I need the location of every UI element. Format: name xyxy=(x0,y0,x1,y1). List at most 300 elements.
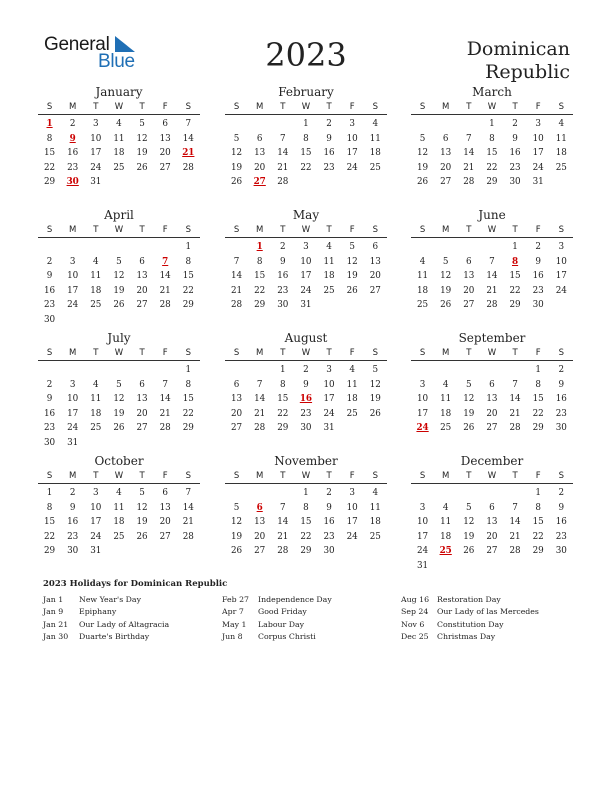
day-cell: 29 xyxy=(486,177,498,187)
day-cell: 12 xyxy=(136,133,148,144)
day-cell: 19 xyxy=(113,408,125,419)
day-cell: 8 xyxy=(303,502,309,513)
week-row xyxy=(411,544,573,559)
day-cell: 12 xyxy=(369,379,381,390)
day-cell: 1 xyxy=(512,242,518,252)
day-cell: 21 xyxy=(463,162,475,173)
weeks xyxy=(38,115,200,190)
day-cell xyxy=(177,313,200,328)
weekday-label: M xyxy=(69,471,77,481)
day-cell: 21 xyxy=(509,408,521,419)
day-cell: 25 xyxy=(323,285,335,296)
day-cell: 23 xyxy=(323,162,335,173)
month-july xyxy=(38,331,200,450)
day-cell: 25 xyxy=(416,300,429,310)
day-cell: 26 xyxy=(416,177,429,187)
week-row xyxy=(411,240,573,255)
day-cell: 31 xyxy=(67,437,79,448)
day-cell: 3 xyxy=(419,379,426,390)
week-row xyxy=(225,284,387,299)
holiday-day-cell: 1 xyxy=(256,242,263,252)
week-row xyxy=(38,378,200,393)
weekday-header xyxy=(38,346,200,361)
day-cell: 7 xyxy=(185,488,192,498)
day-cell: 2 xyxy=(326,119,332,129)
day-cell xyxy=(550,559,573,574)
weekday-label: S xyxy=(419,102,426,112)
week-row xyxy=(411,175,573,190)
day-cell xyxy=(411,486,434,501)
day-cell: 26 xyxy=(230,177,243,187)
holidays-title: 2023 Holidays for Dominican Republic xyxy=(43,579,228,589)
day-cell xyxy=(480,240,503,255)
week-row xyxy=(411,132,573,147)
weekday-label: T xyxy=(466,225,472,235)
day-cell: 26 xyxy=(136,162,148,173)
day-cell: 5 xyxy=(442,256,449,267)
weekday-label: T xyxy=(512,348,518,358)
day-cell xyxy=(341,175,364,190)
day-cell: 19 xyxy=(416,162,429,173)
day-cell: 22 xyxy=(300,162,312,173)
holiday-date: Nov 6 xyxy=(401,619,425,629)
day-cell: 1 xyxy=(535,488,541,498)
day-cell: 30 xyxy=(300,423,312,433)
day-cell: 25 xyxy=(90,423,102,433)
day-cell: 27 xyxy=(486,423,498,433)
holiday-item xyxy=(222,631,398,643)
day-cell: 2 xyxy=(512,119,518,129)
weekday-label: M xyxy=(256,471,264,481)
week-row xyxy=(38,515,200,530)
weekday-label: S xyxy=(185,102,192,112)
holiday-name: Labour Day xyxy=(258,619,305,629)
day-cell xyxy=(84,436,107,451)
weekday-label: S xyxy=(558,225,565,235)
day-cell: 17 xyxy=(416,531,429,542)
weekday-label: W xyxy=(114,225,124,235)
day-cell: 23 xyxy=(300,408,312,419)
day-cell: 25 xyxy=(90,300,102,310)
day-cell: 10 xyxy=(67,271,79,281)
day-cell: 4 xyxy=(372,488,379,498)
day-cell: 23 xyxy=(555,408,567,419)
month-title: January xyxy=(95,85,143,99)
day-cell: 17 xyxy=(90,517,102,527)
holiday-date: May 1 xyxy=(222,619,247,629)
week-row xyxy=(411,501,573,516)
day-cell: 24 xyxy=(300,285,312,296)
day-cell: 3 xyxy=(93,488,99,498)
day-cell: 28 xyxy=(182,162,194,173)
day-cell: 22 xyxy=(43,162,56,173)
day-cell: 3 xyxy=(93,119,99,129)
day-cell: 25 xyxy=(369,162,381,173)
day-cell: 29 xyxy=(532,546,544,556)
month-august xyxy=(225,331,387,436)
day-cell: 28 xyxy=(182,531,194,542)
day-cell: 8 xyxy=(46,133,53,144)
day-cell: 17 xyxy=(532,148,544,158)
day-cell: 9 xyxy=(303,379,309,390)
day-cell: 30 xyxy=(323,546,335,556)
day-cell: 20 xyxy=(136,285,148,296)
day-cell xyxy=(457,363,480,378)
day-cell: 19 xyxy=(463,531,475,542)
day-cell: 6 xyxy=(372,242,379,252)
day-cell xyxy=(248,486,271,501)
day-cell xyxy=(411,363,434,378)
day-cell xyxy=(154,240,177,255)
day-cell: 1 xyxy=(185,365,192,375)
weekday-label: T xyxy=(280,225,286,235)
day-cell xyxy=(225,363,248,378)
weekday-label: S xyxy=(46,471,53,481)
month-title: December xyxy=(460,454,524,468)
day-cell: 2 xyxy=(46,256,53,267)
month-title: August xyxy=(284,331,328,345)
day-cell: 28 xyxy=(463,177,475,187)
day-cell: 13 xyxy=(136,271,148,281)
weekday-label: F xyxy=(162,225,168,235)
weekday-label: M xyxy=(256,102,264,112)
holiday-name: Restoration Day xyxy=(437,595,501,604)
day-cell xyxy=(177,436,200,451)
day-cell: 21 xyxy=(159,408,171,419)
holiday-date: Jan 21 xyxy=(43,619,69,629)
day-cell: 3 xyxy=(326,365,332,375)
day-cell xyxy=(154,436,177,451)
week-row xyxy=(225,132,387,147)
day-cell: 15 xyxy=(509,271,521,281)
day-cell: 2 xyxy=(535,242,541,252)
day-cell: 7 xyxy=(280,133,286,144)
day-cell: 20 xyxy=(369,271,381,281)
day-cell xyxy=(480,486,503,501)
day-cell: 2 xyxy=(303,365,309,375)
weekday-label: F xyxy=(349,225,355,235)
holiday-name: Corpus Christi xyxy=(258,631,316,641)
month-november xyxy=(225,454,387,559)
weekday-label: T xyxy=(93,225,99,235)
day-cell: 21 xyxy=(159,285,171,296)
day-cell xyxy=(131,313,154,328)
day-cell xyxy=(457,486,480,501)
holiday-item xyxy=(401,631,577,643)
weekday-label: W xyxy=(487,225,497,235)
day-cell: 10 xyxy=(416,394,429,404)
day-cell: 24 xyxy=(532,162,544,173)
day-cell: 10 xyxy=(555,256,567,267)
week-row xyxy=(411,284,573,299)
day-cell: 29 xyxy=(43,546,56,556)
weekday-label: T xyxy=(139,102,145,112)
day-cell: 28 xyxy=(277,546,289,556)
day-cell: 18 xyxy=(323,271,335,281)
day-cell xyxy=(131,436,154,451)
day-cell: 17 xyxy=(67,285,79,296)
weekday-label: F xyxy=(535,471,541,481)
weekday-label: S xyxy=(46,102,53,112)
day-cell: 27 xyxy=(254,546,266,556)
holiday-day-cell: 21 xyxy=(182,148,195,158)
day-cell xyxy=(248,363,271,378)
day-cell: 20 xyxy=(254,162,266,173)
day-cell: 10 xyxy=(346,502,358,513)
weekday-label: T xyxy=(326,348,332,358)
weekday-label: W xyxy=(487,348,497,358)
weekday-label: W xyxy=(114,348,124,358)
holiday-day-cell: 1 xyxy=(46,119,53,129)
holiday-item xyxy=(43,594,219,606)
day-cell: 1 xyxy=(280,365,286,375)
week-row xyxy=(225,486,387,501)
day-cell: 12 xyxy=(230,517,243,527)
week-row xyxy=(225,530,387,545)
weeks xyxy=(38,484,200,559)
day-cell: 1 xyxy=(46,488,53,498)
day-cell: 12 xyxy=(440,271,452,281)
day-cell xyxy=(457,240,480,255)
weekday-label: W xyxy=(114,471,124,481)
week-row xyxy=(411,486,573,501)
weekday-header xyxy=(411,346,573,361)
holiday-date: Feb 27 xyxy=(222,595,249,604)
day-cell: 25 xyxy=(346,408,358,419)
weekday-header xyxy=(38,223,200,238)
day-cell: 16 xyxy=(555,517,567,527)
weekday-header xyxy=(225,223,387,238)
day-cell: 18 xyxy=(369,148,381,158)
day-cell: 2 xyxy=(558,488,565,498)
day-cell xyxy=(154,363,177,378)
day-cell: 12 xyxy=(113,394,125,404)
day-cell: 23 xyxy=(43,300,56,310)
weekday-label: T xyxy=(512,471,518,481)
day-cell: 5 xyxy=(349,242,355,252)
weekday-header xyxy=(411,223,573,238)
holiday-item xyxy=(43,619,219,631)
day-cell xyxy=(364,421,387,436)
weekday-label: F xyxy=(162,348,168,358)
day-cell: 10 xyxy=(90,502,102,513)
day-cell: 14 xyxy=(277,517,289,527)
day-cell: 4 xyxy=(93,379,99,390)
month-title: April xyxy=(104,208,134,222)
weekday-label: T xyxy=(139,225,145,235)
day-cell: 20 xyxy=(159,148,171,158)
day-cell: 19 xyxy=(136,148,148,158)
weekday-label: S xyxy=(185,225,192,235)
weekday-label: T xyxy=(139,348,145,358)
day-cell: 20 xyxy=(230,408,243,419)
day-cell: 9 xyxy=(46,271,53,281)
holiday-item xyxy=(222,606,398,618)
weekday-label: W xyxy=(301,348,311,358)
day-cell: 17 xyxy=(90,148,102,158)
month-title: October xyxy=(94,454,144,468)
weeks xyxy=(225,361,387,436)
month-title: March xyxy=(472,85,512,99)
weeks xyxy=(411,238,573,313)
day-cell: 27 xyxy=(463,300,475,310)
day-cell: 4 xyxy=(419,256,426,267)
week-row xyxy=(225,146,387,161)
weekday-label: F xyxy=(535,102,541,112)
day-cell xyxy=(504,559,527,574)
day-cell: 10 xyxy=(300,256,312,267)
day-cell: 30 xyxy=(277,300,289,310)
day-cell xyxy=(154,544,177,559)
holiday-day-cell: 27 xyxy=(253,177,266,187)
week-row xyxy=(225,240,387,255)
weekday-label: S xyxy=(419,348,426,358)
weeks xyxy=(225,115,387,190)
day-cell: 15 xyxy=(532,517,544,527)
day-cell xyxy=(154,175,177,190)
weekday-label: F xyxy=(535,225,541,235)
day-cell: 19 xyxy=(463,408,475,419)
day-cell: 30 xyxy=(532,300,544,310)
day-cell: 28 xyxy=(509,423,521,433)
day-cell: 25 xyxy=(113,531,125,542)
month-october xyxy=(38,454,200,559)
day-cell: 15 xyxy=(532,394,544,404)
day-cell: 5 xyxy=(372,365,379,375)
day-cell xyxy=(225,240,248,255)
day-cell: 17 xyxy=(323,394,335,404)
holiday-date: Apr 7 xyxy=(222,607,244,617)
day-cell xyxy=(434,486,457,501)
holiday-name: Constitution Day xyxy=(437,619,504,629)
day-cell: 8 xyxy=(280,379,286,390)
day-cell: 9 xyxy=(46,394,53,404)
day-cell: 20 xyxy=(486,408,498,419)
logo-blue-text: Blue xyxy=(98,51,135,72)
day-cell: 18 xyxy=(555,148,567,158)
week-row xyxy=(411,269,573,284)
day-cell: 16 xyxy=(67,148,79,158)
week-row xyxy=(38,544,200,559)
holiday-date: Jun 8 xyxy=(222,631,243,641)
day-cell: 23 xyxy=(277,285,289,296)
day-cell: 4 xyxy=(93,256,99,267)
day-cell xyxy=(84,313,107,328)
day-cell: 14 xyxy=(277,148,289,158)
holiday-date: Jan 30 xyxy=(43,631,69,641)
week-row xyxy=(411,392,573,407)
day-cell: 4 xyxy=(116,488,122,498)
day-cell: 31 xyxy=(90,177,102,187)
weekday-label: S xyxy=(372,225,379,235)
day-cell: 13 xyxy=(486,394,498,404)
week-row xyxy=(225,378,387,393)
country-line-2: Republic xyxy=(485,61,570,83)
day-cell: 28 xyxy=(277,177,289,187)
holiday-name: New Year's Day xyxy=(79,595,141,604)
holiday-day-cell: 8 xyxy=(512,256,519,267)
day-cell: 30 xyxy=(509,177,521,187)
day-cell: 16 xyxy=(509,148,521,158)
day-cell: 16 xyxy=(67,517,79,527)
day-cell: 25 xyxy=(440,423,452,433)
weekday-label: T xyxy=(93,348,99,358)
weekday-label: T xyxy=(466,348,472,358)
weekday-label: M xyxy=(442,348,450,358)
day-cell xyxy=(434,117,457,132)
day-cell: 21 xyxy=(277,162,289,173)
day-cell: 10 xyxy=(416,517,429,527)
day-cell: 16 xyxy=(43,408,56,419)
week-row xyxy=(38,436,200,451)
day-cell xyxy=(248,117,271,132)
weekday-label: T xyxy=(280,102,286,112)
day-cell: 1 xyxy=(303,488,309,498)
day-cell xyxy=(84,240,107,255)
day-cell xyxy=(550,175,573,190)
day-cell: 3 xyxy=(349,488,355,498)
day-cell: 14 xyxy=(486,271,498,281)
day-cell: 22 xyxy=(509,285,521,296)
weekday-label: S xyxy=(233,348,240,358)
day-cell: 3 xyxy=(535,119,541,129)
day-cell: 25 xyxy=(113,162,125,173)
day-cell: 15 xyxy=(300,517,312,527)
day-cell xyxy=(480,559,503,574)
day-cell: 14 xyxy=(463,148,475,158)
day-cell xyxy=(131,175,154,190)
day-cell: 11 xyxy=(346,379,358,390)
day-cell: 8 xyxy=(185,256,192,267)
day-cell: 20 xyxy=(486,531,498,542)
day-cell: 1 xyxy=(185,242,192,252)
week-row xyxy=(225,421,387,436)
day-cell: 18 xyxy=(90,408,102,419)
week-row xyxy=(411,515,573,530)
day-cell: 22 xyxy=(486,162,498,173)
day-cell: 27 xyxy=(136,300,148,310)
day-cell: 15 xyxy=(254,271,266,281)
day-cell: 31 xyxy=(300,300,312,310)
weeks xyxy=(225,238,387,313)
day-cell: 31 xyxy=(90,546,102,556)
day-cell: 19 xyxy=(113,285,125,296)
day-cell: 12 xyxy=(230,148,243,158)
day-cell xyxy=(225,486,248,501)
holiday-day-cell: 24 xyxy=(416,423,429,433)
day-cell: 24 xyxy=(67,423,79,433)
weeks xyxy=(411,484,573,573)
day-cell: 10 xyxy=(323,379,335,390)
day-cell: 12 xyxy=(463,517,475,527)
day-cell: 29 xyxy=(43,177,56,187)
day-cell: 21 xyxy=(182,517,194,527)
day-cell: 11 xyxy=(113,502,125,513)
weekday-label: S xyxy=(233,471,240,481)
holiday-name: Independence Day xyxy=(258,595,332,604)
day-cell: 9 xyxy=(69,502,76,513)
day-cell: 18 xyxy=(440,531,452,542)
day-cell: 17 xyxy=(416,408,429,419)
day-cell xyxy=(364,298,387,313)
day-cell: 27 xyxy=(159,162,171,173)
day-cell: 2 xyxy=(326,488,332,498)
day-cell: 11 xyxy=(90,394,102,404)
month-title: November xyxy=(274,454,338,468)
holiday-column xyxy=(43,594,219,643)
month-september xyxy=(411,331,573,436)
day-cell: 18 xyxy=(416,285,429,296)
